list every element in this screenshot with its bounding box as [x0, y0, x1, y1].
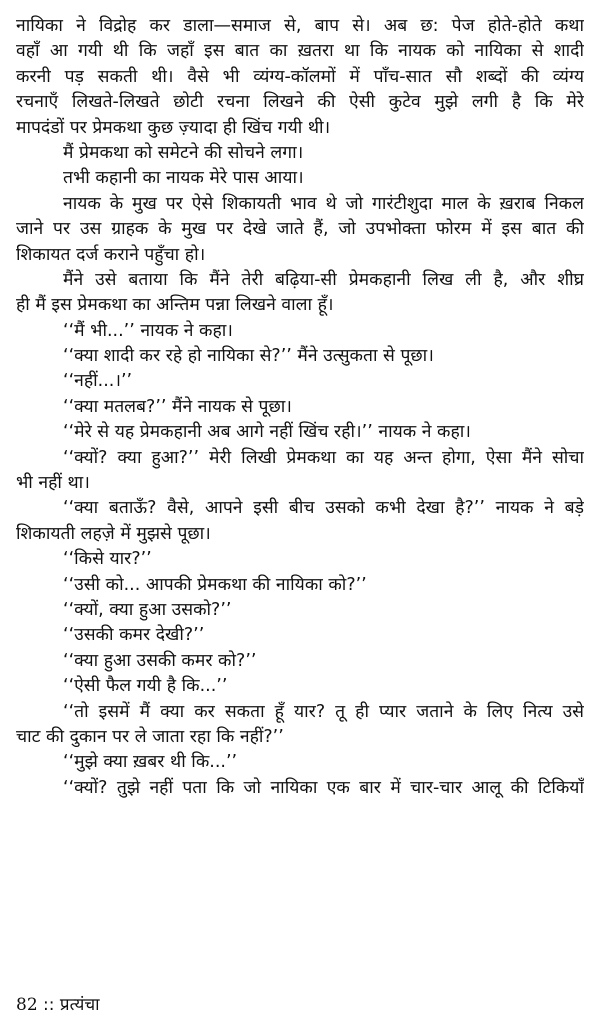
page-footer [16, 994, 100, 1016]
text-line: ‘‘क्या हुआ उसकी कमर को?’’ [63, 650, 257, 671]
text-line: नायक के मुख पर ऐसे शिकायती भाव थे जो गारंटीशुदा माल के ख़राब निकल [63, 193, 584, 214]
text-line: ‘‘क्यों, क्या हुआ उसको?’’ [63, 599, 232, 620]
text-line: ‘‘क्या मतलब?’’ मैंने नायक से पूछा। [63, 396, 292, 417]
text-line: वहाँ आ गयी थी कि जहाँ इस बात का ख़तरा था कि नायक को नायिका से शादी [16, 41, 584, 62]
text-line: मैंने उसे बताया कि मैंने तेरी बढ़िया-सी प्रेमकहानी लिख ली है, और शीघ्र [63, 269, 584, 290]
text-line: ‘‘क्या बताऊँ? वैसे, आपने इसी बीच उसको कभी देखा है?’’ नायक ने बड़े [63, 498, 584, 519]
book-title: प्रत्यंचा [59, 995, 100, 1015]
text-line: चाट की दुकान पर ले जाता रहा कि नहीं?’’ [16, 726, 284, 747]
text-line: भी नहीं था। [16, 473, 90, 494]
text-line: शिकायती लहज़े में मुझसे पूछा। [16, 523, 211, 544]
text-line: ‘‘किसे यार?’’ [63, 549, 152, 570]
body-text [16, 14, 584, 801]
text-line: मापदंडों पर प्रेमकथा कुछ ज़्यादा ही खिंच गयी थी। [16, 117, 331, 138]
page-number: 82 [16, 995, 38, 1015]
text-line: नायिका ने विद्रोह कर डाला—समाज से, बाप से। अब छ: पेज होते-होते कथा [16, 16, 584, 36]
text-line: शिकायत दर्ज कराने पहुँचा हो। [16, 244, 206, 265]
text-line: जाने पर उस ग्राहक के मुख पर देखे जाते हैं, जो उपभोक्ता फोरम में इस बात की [16, 219, 584, 240]
text-line: ‘‘मेरे से यह प्रेमकहानी अब आगे नहीं खिंच रही।’’ नायक ने कहा। [63, 422, 471, 443]
text-line: ‘‘उसकी कमर देखी?’’ [63, 625, 205, 646]
text-line: ‘‘उसी को... आपकी प्रेमकथा की नायिका को?’’ [63, 574, 367, 595]
text-line: ‘‘क्या शादी कर रहे हो नायिका से?’’ मैंने उत्सुकता से पूछा। [63, 346, 434, 367]
text-line: ‘‘नहीं...।’’ [63, 371, 133, 392]
text-line: ‘‘तो इसमें मैं क्या कर सकता हूँ यार? तू ही प्यार जताने के लिए नित्य उसे [63, 701, 584, 722]
text-line: तभी कहानी का नायक मेरे पास आया। [63, 168, 304, 189]
text-line: रचनाएँ लिखते-लिखते छोटी रचना लिखने की ऐसी कुटेव मुझे लगी है कि मेरे [16, 92, 584, 113]
text-line: करनी पड़ सकती थी। वैसे भी व्यंग्य-कॉलमों में पाँच-सात सौ शब्दों की व्यंग्य [16, 66, 584, 87]
text-line: ‘‘मैं भी...’’ नायक ने कहा। [63, 320, 233, 341]
text-line: ‘‘ऐसी फैल गयी है कि...’’ [63, 676, 228, 697]
text-line: ‘‘क्यों? क्या हुआ?’’ मेरी लिखी प्रेमकथा का यह अन्त होगा, ऐसा मैंने सोचा [63, 447, 584, 468]
text-line: ‘‘मुझे क्या ख़बर थी कि...’’ [63, 752, 238, 773]
footer-separator: :: [43, 995, 55, 1015]
text-line: ‘‘क्यों? तुझे नहीं पता कि जो नायिका एक बार में चार-चार आलू की टिकियाँ [63, 777, 584, 798]
text-line: ही मैं इस प्रेमकथा का अन्तिम पन्ना लिखने वाला हूँ। [16, 295, 334, 316]
text-line: मैं प्रेमकथा को समेटने की सोचने लगा। [63, 142, 304, 163]
